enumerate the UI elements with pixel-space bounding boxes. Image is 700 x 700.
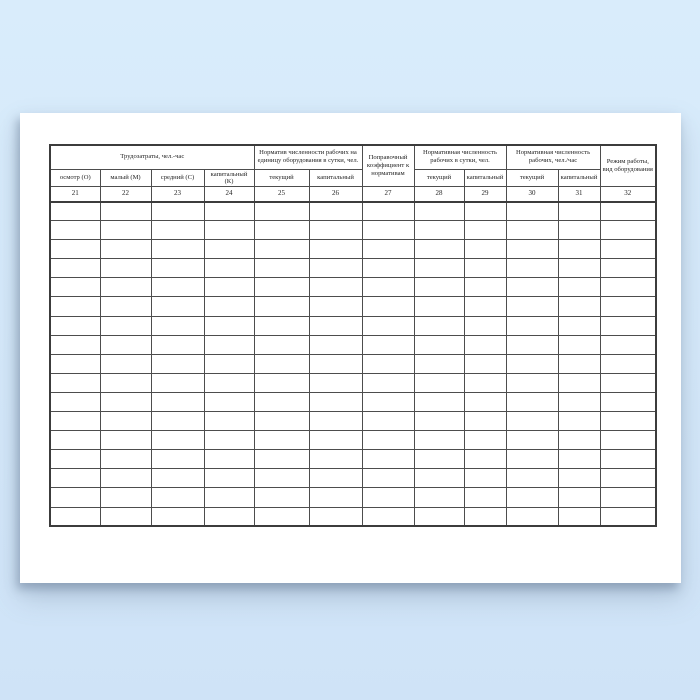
- empty-cell: [414, 240, 464, 259]
- empty-cell: [414, 202, 464, 221]
- empty-cell: [506, 335, 558, 354]
- document-page: [20, 113, 681, 583]
- empty-cell: [309, 392, 362, 411]
- empty-cell: [600, 469, 656, 488]
- empty-cell: [100, 469, 151, 488]
- empty-cell: [362, 412, 414, 431]
- empty-cell: [204, 373, 254, 392]
- sub-header-row: [50, 169, 656, 187]
- empty-cell: [600, 335, 656, 354]
- empty-cell: [600, 259, 656, 278]
- empty-cell: [558, 335, 600, 354]
- empty-cell: [100, 335, 151, 354]
- subcol-capital-2: капитальный: [464, 169, 506, 187]
- empty-cell: [254, 240, 309, 259]
- subcol-current-3: текущий: [506, 169, 558, 187]
- empty-cell: [309, 316, 362, 335]
- empty-cell: [362, 278, 414, 297]
- empty-cell: [254, 488, 309, 507]
- empty-cell: [50, 240, 100, 259]
- empty-cell: [204, 354, 254, 373]
- empty-cell: [362, 488, 414, 507]
- subcol-current-1: текущий: [254, 169, 309, 187]
- empty-cell: [100, 278, 151, 297]
- empty-cell: [464, 202, 506, 221]
- empty-cell: [558, 221, 600, 240]
- empty-cell: [50, 469, 100, 488]
- empty-cell: [254, 392, 309, 411]
- empty-cell: [600, 278, 656, 297]
- empty-cell: [558, 202, 600, 221]
- empty-cell: [558, 278, 600, 297]
- empty-cell: [464, 354, 506, 373]
- empty-cell: [600, 392, 656, 411]
- empty-cell: [309, 240, 362, 259]
- empty-cell: [558, 488, 600, 507]
- empty-cell: [100, 202, 151, 221]
- empty-cell: [558, 354, 600, 373]
- empty-cell: [600, 488, 656, 507]
- empty-cell: [362, 392, 414, 411]
- group-header-row: [50, 145, 656, 169]
- empty-cell: [414, 278, 464, 297]
- empty-cell: [254, 450, 309, 469]
- column-number: 25: [254, 187, 309, 202]
- empty-cell: [204, 488, 254, 507]
- empty-cell: [204, 297, 254, 316]
- empty-cell: [600, 412, 656, 431]
- empty-cell: [362, 221, 414, 240]
- empty-cell: [558, 259, 600, 278]
- empty-cell: [100, 450, 151, 469]
- column-number: 31: [558, 187, 600, 202]
- table-row: [50, 488, 656, 507]
- empty-cell: [506, 431, 558, 450]
- empty-cell: [414, 450, 464, 469]
- table-row: [50, 221, 656, 240]
- empty-cell: [600, 507, 656, 526]
- empty-cell: [600, 221, 656, 240]
- empty-cell: [151, 431, 204, 450]
- empty-cell: [100, 431, 151, 450]
- empty-cell: [100, 507, 151, 526]
- column-number: 27: [362, 187, 414, 202]
- empty-cell: [151, 354, 204, 373]
- empty-cell: [309, 335, 362, 354]
- empty-cell: [414, 412, 464, 431]
- empty-cell: [50, 278, 100, 297]
- empty-cell: [151, 412, 204, 431]
- empty-cell: [309, 431, 362, 450]
- empty-cell: [204, 316, 254, 335]
- table-row: [50, 335, 656, 354]
- empty-cell: [100, 488, 151, 507]
- empty-cell: [100, 354, 151, 373]
- empty-cell: [362, 240, 414, 259]
- empty-cell: [464, 335, 506, 354]
- empty-cell: [414, 488, 464, 507]
- empty-cell: [464, 392, 506, 411]
- table-row: [50, 202, 656, 221]
- subcol-capital-3: капитальный: [558, 169, 600, 187]
- column-number: 28: [414, 187, 464, 202]
- empty-cell: [506, 259, 558, 278]
- empty-cell: [464, 488, 506, 507]
- empty-cell: [151, 240, 204, 259]
- table-row: [50, 450, 656, 469]
- empty-cell: [50, 507, 100, 526]
- col-correction-coefficient: Поправочный коэффициент к нормативам: [362, 145, 414, 187]
- empty-cell: [309, 412, 362, 431]
- empty-cell: [309, 297, 362, 316]
- table-row: [50, 412, 656, 431]
- table-row: [50, 469, 656, 488]
- empty-cell: [204, 259, 254, 278]
- empty-cell: [414, 373, 464, 392]
- empty-cell: [362, 316, 414, 335]
- empty-cell: [254, 221, 309, 240]
- empty-cell: [464, 259, 506, 278]
- empty-cell: [558, 431, 600, 450]
- maintenance-form-table: [49, 144, 657, 527]
- empty-cell: [414, 431, 464, 450]
- empty-cell: [151, 450, 204, 469]
- empty-cell: [309, 469, 362, 488]
- table-row: [50, 392, 656, 411]
- empty-cell: [464, 221, 506, 240]
- empty-cell: [254, 335, 309, 354]
- empty-cell: [254, 297, 309, 316]
- empty-cell: [204, 278, 254, 297]
- empty-cell: [204, 240, 254, 259]
- subcol-capital-1: капитальный: [309, 169, 362, 187]
- empty-cell: [204, 202, 254, 221]
- empty-cell: [254, 431, 309, 450]
- empty-cell: [414, 259, 464, 278]
- column-number: 26: [309, 187, 362, 202]
- empty-cell: [558, 240, 600, 259]
- empty-cell: [309, 259, 362, 278]
- empty-cell: [414, 392, 464, 411]
- table-row: [50, 373, 656, 392]
- empty-cell: [309, 507, 362, 526]
- empty-cell: [100, 316, 151, 335]
- empty-cell: [50, 202, 100, 221]
- empty-cell: [506, 373, 558, 392]
- group-workers-norm-per-unit: Норматив численности рабочих на единицу оборудования в сутки, чел.: [254, 145, 362, 169]
- empty-cell: [254, 316, 309, 335]
- empty-cell: [151, 316, 204, 335]
- table-body: [50, 202, 656, 527]
- column-number: 23: [151, 187, 204, 202]
- empty-cell: [464, 469, 506, 488]
- empty-cell: [414, 297, 464, 316]
- empty-cell: [464, 450, 506, 469]
- empty-cell: [204, 392, 254, 411]
- empty-cell: [506, 297, 558, 316]
- empty-cell: [464, 431, 506, 450]
- table-row: [50, 259, 656, 278]
- empty-cell: [558, 412, 600, 431]
- column-number: 32: [600, 187, 656, 202]
- column-number-row: [50, 187, 656, 202]
- empty-cell: [254, 373, 309, 392]
- subcol-inspection: осмотр (О): [50, 169, 100, 187]
- empty-cell: [464, 316, 506, 335]
- empty-cell: [151, 202, 204, 221]
- empty-cell: [309, 202, 362, 221]
- empty-cell: [464, 297, 506, 316]
- empty-cell: [558, 373, 600, 392]
- subcol-medium-repair: средний (С): [151, 169, 204, 187]
- empty-cell: [464, 240, 506, 259]
- empty-cell: [50, 259, 100, 278]
- empty-cell: [100, 240, 151, 259]
- empty-cell: [558, 392, 600, 411]
- empty-cell: [204, 412, 254, 431]
- empty-cell: [50, 297, 100, 316]
- empty-cell: [506, 412, 558, 431]
- empty-cell: [414, 316, 464, 335]
- empty-cell: [600, 450, 656, 469]
- empty-cell: [309, 221, 362, 240]
- empty-cell: [151, 507, 204, 526]
- empty-cell: [506, 221, 558, 240]
- empty-cell: [100, 392, 151, 411]
- empty-cell: [50, 392, 100, 411]
- empty-cell: [464, 278, 506, 297]
- empty-cell: [464, 412, 506, 431]
- empty-cell: [506, 507, 558, 526]
- empty-cell: [151, 392, 204, 411]
- empty-cell: [204, 469, 254, 488]
- empty-cell: [309, 450, 362, 469]
- col-operation-mode: Режим работы, вид оборудования: [600, 145, 656, 187]
- empty-cell: [151, 221, 204, 240]
- empty-cell: [414, 469, 464, 488]
- empty-cell: [151, 297, 204, 316]
- empty-cell: [100, 259, 151, 278]
- empty-cell: [204, 450, 254, 469]
- empty-cell: [506, 450, 558, 469]
- empty-cell: [50, 412, 100, 431]
- empty-cell: [309, 373, 362, 392]
- empty-cell: [100, 373, 151, 392]
- table-row: [50, 431, 656, 450]
- column-number: 29: [464, 187, 506, 202]
- empty-cell: [362, 297, 414, 316]
- empty-cell: [151, 488, 204, 507]
- empty-cell: [254, 507, 309, 526]
- empty-cell: [151, 278, 204, 297]
- empty-cell: [600, 373, 656, 392]
- empty-cell: [464, 373, 506, 392]
- empty-cell: [362, 202, 414, 221]
- empty-cell: [50, 431, 100, 450]
- empty-cell: [506, 488, 558, 507]
- table-row: [50, 240, 656, 259]
- empty-cell: [558, 450, 600, 469]
- empty-cell: [254, 412, 309, 431]
- empty-cell: [50, 373, 100, 392]
- empty-cell: [506, 278, 558, 297]
- subcol-capital-repair: капитальный (К): [204, 169, 254, 187]
- empty-cell: [506, 240, 558, 259]
- empty-cell: [600, 354, 656, 373]
- empty-cell: [151, 335, 204, 354]
- empty-cell: [309, 278, 362, 297]
- subcol-small-repair: малый (М): [100, 169, 151, 187]
- column-number: 21: [50, 187, 100, 202]
- empty-cell: [50, 488, 100, 507]
- empty-cell: [600, 202, 656, 221]
- column-number: 30: [506, 187, 558, 202]
- empty-cell: [204, 335, 254, 354]
- empty-cell: [50, 221, 100, 240]
- empty-cell: [506, 202, 558, 221]
- empty-cell: [414, 221, 464, 240]
- empty-cell: [100, 297, 151, 316]
- empty-cell: [100, 412, 151, 431]
- empty-cell: [362, 373, 414, 392]
- empty-cell: [100, 221, 151, 240]
- empty-cell: [558, 297, 600, 316]
- empty-cell: [414, 335, 464, 354]
- subcol-current-2: текущий: [414, 169, 464, 187]
- empty-cell: [600, 297, 656, 316]
- empty-cell: [362, 469, 414, 488]
- empty-cell: [362, 450, 414, 469]
- empty-cell: [558, 507, 600, 526]
- empty-cell: [600, 240, 656, 259]
- empty-cell: [506, 469, 558, 488]
- group-normative-workers-per-hour: Нормативная численность рабочих, чел./час: [506, 145, 600, 169]
- empty-cell: [50, 335, 100, 354]
- empty-cell: [204, 431, 254, 450]
- empty-cell: [254, 354, 309, 373]
- empty-cell: [50, 354, 100, 373]
- empty-cell: [558, 316, 600, 335]
- empty-cell: [558, 469, 600, 488]
- table-row: [50, 297, 656, 316]
- empty-cell: [254, 202, 309, 221]
- empty-cell: [464, 507, 506, 526]
- table-row: [50, 316, 656, 335]
- empty-cell: [254, 259, 309, 278]
- empty-cell: [50, 316, 100, 335]
- empty-cell: [414, 507, 464, 526]
- empty-cell: [309, 488, 362, 507]
- empty-cell: [309, 354, 362, 373]
- empty-cell: [50, 450, 100, 469]
- empty-cell: [362, 431, 414, 450]
- empty-cell: [506, 354, 558, 373]
- empty-cell: [254, 278, 309, 297]
- column-number: 22: [100, 187, 151, 202]
- empty-cell: [362, 259, 414, 278]
- table-row: [50, 354, 656, 373]
- empty-cell: [362, 507, 414, 526]
- empty-cell: [204, 221, 254, 240]
- empty-cell: [151, 469, 204, 488]
- empty-cell: [204, 507, 254, 526]
- empty-cell: [254, 469, 309, 488]
- empty-cell: [151, 259, 204, 278]
- group-labor-costs: Трудозатраты, чел.-час: [50, 145, 254, 169]
- empty-cell: [600, 316, 656, 335]
- empty-cell: [362, 335, 414, 354]
- empty-cell: [506, 316, 558, 335]
- column-number: 24: [204, 187, 254, 202]
- empty-cell: [600, 431, 656, 450]
- empty-cell: [362, 354, 414, 373]
- empty-cell: [414, 354, 464, 373]
- group-normative-workers-per-day: Нормативная численность рабочих в сутки, чел.: [414, 145, 506, 169]
- empty-cell: [506, 392, 558, 411]
- table-row: [50, 278, 656, 297]
- table-row: [50, 507, 656, 526]
- empty-cell: [151, 373, 204, 392]
